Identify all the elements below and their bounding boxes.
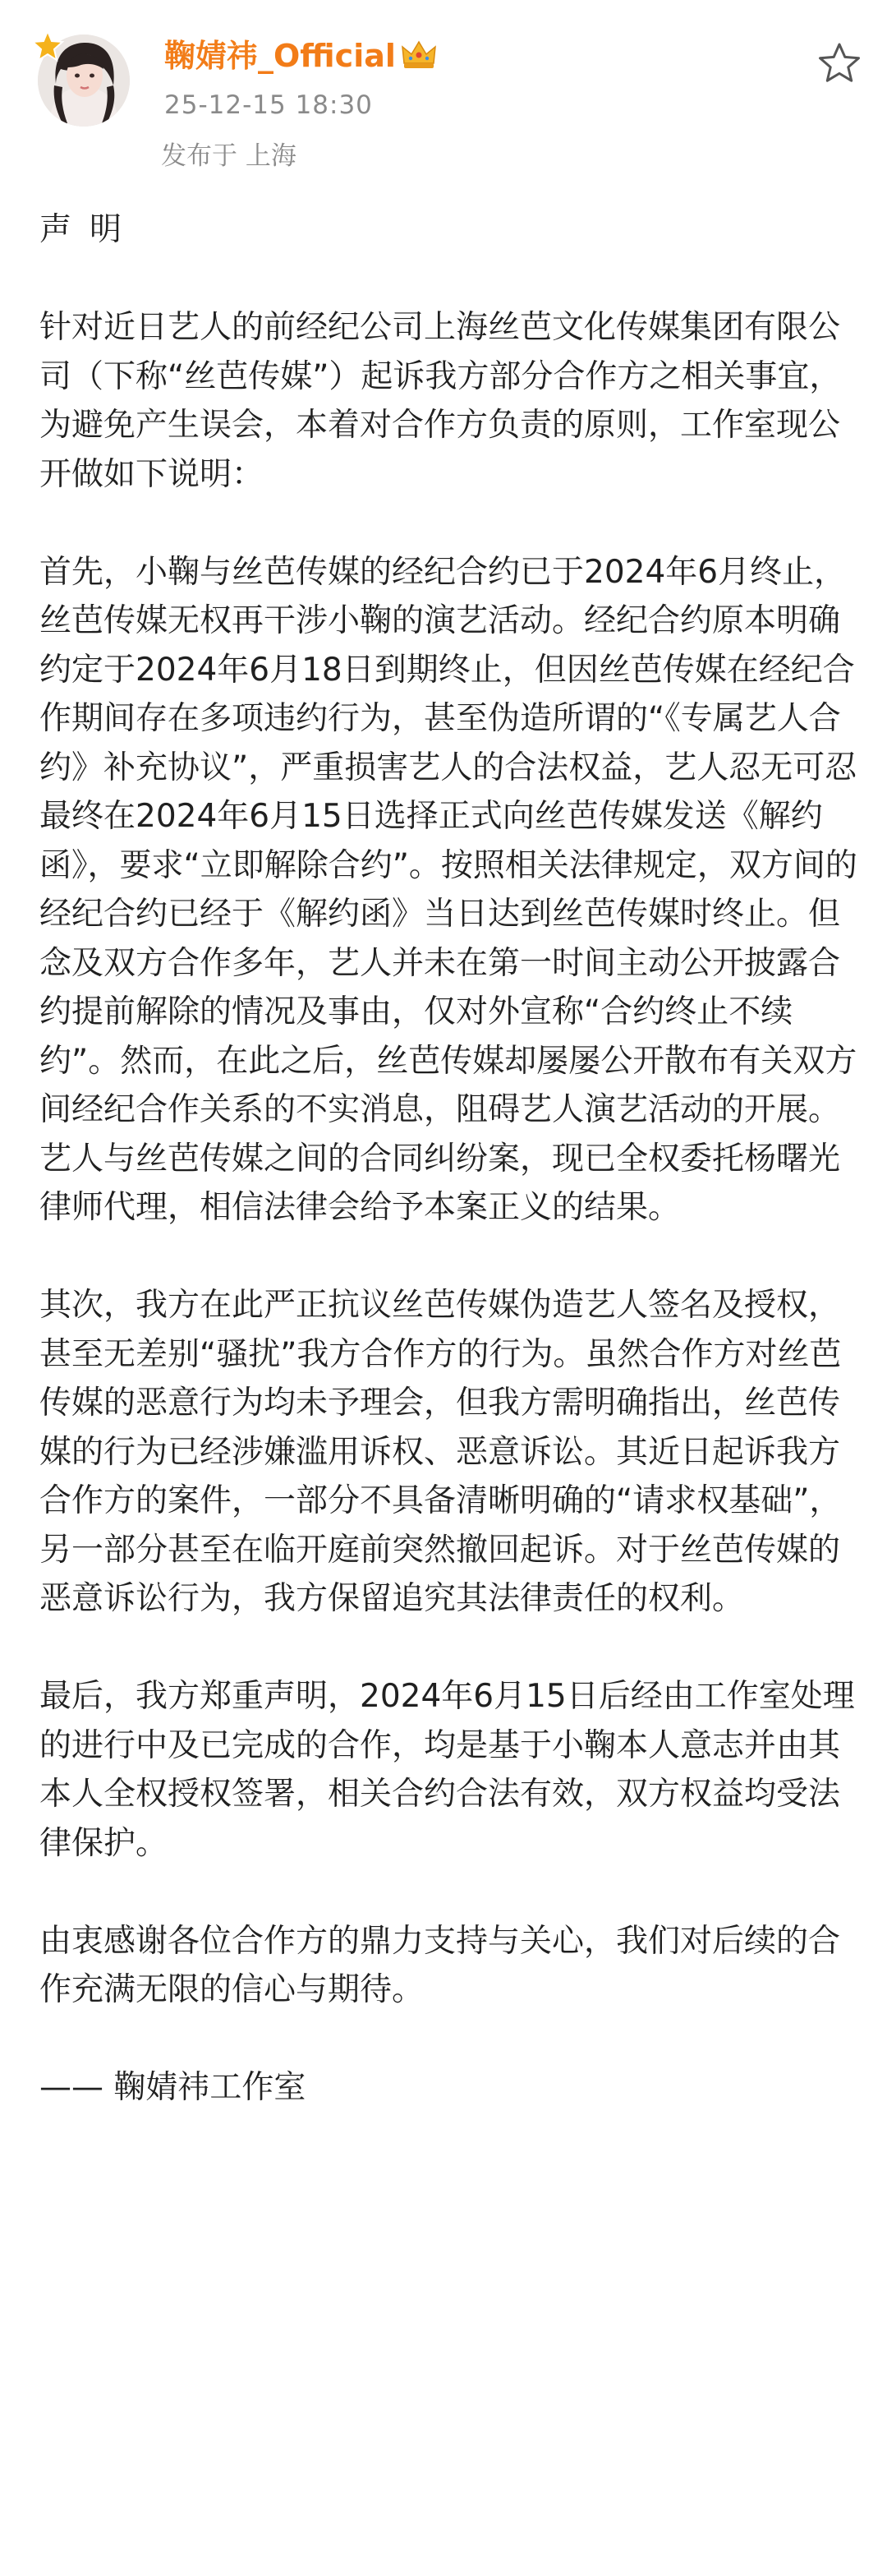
post-location: 发布于 上海 <box>161 141 296 171</box>
avatar-wrap[interactable] <box>38 35 130 127</box>
post-timestamp: 25-12-15 18:30 <box>164 90 373 120</box>
verified-badge-icon <box>31 30 64 62</box>
star-icon <box>815 76 864 92</box>
statement-paragraph-thanks: 由衷感谢各位合作方的鼎力支持与关心，我们对后续的合作充满无限的信心与期待。 <box>39 1922 841 2008</box>
crown-icon <box>399 38 439 71</box>
user-name-row[interactable] <box>164 33 439 79</box>
post-content <box>39 205 861 2113</box>
post-header <box>0 0 887 189</box>
statement-signature: —— 鞠婧祎工作室 <box>39 2069 306 2106</box>
user-name[interactable]: 鞠婧祎_Official <box>164 38 396 74</box>
statement-paragraph-intro: 针对近日艺人的前经纪公司上海丝芭文化传媒集团有限公司（下称“丝芭传媒”）起诉我方部分合作方之相关事宜，为避免产生误会，本着对合作方负责的原则，工作室现公开做如下说明： <box>39 309 842 493</box>
statement-title: 声明 <box>39 211 140 248</box>
favorite-button[interactable] <box>815 39 864 89</box>
statement-paragraph-second: 其次，我方在此严正抗议丝芭传媒伪造艺人签名及授权，甚至无差别“骚扰”我方合作方的行为。虽然合作方对丝芭传媒的恶意行为均未予理会，但我方需明确指出，丝芭传媒的行为已经涉嫌滥用诉权、恶意诉讼。其近日起诉我方合作方的案件，一部分不具备清晰明确的“请求权基础”，另一部分甚至在临开庭前突然撤回起诉。对于丝芭传媒的恶意诉讼行为，我方保留追究其法律责任的权利。 <box>39 1287 842 1617</box>
statement-paragraph-first: 首先，小鞠与丝芭传媒的经纪合约已于2024年6月终止，丝芭传媒无权再干涉小鞠的演艺活动。经纪合约原本明确约定于2024年6月18日到期终止，但因丝芭传媒在经纪合作期间存在多项违约行为，甚至伪造所谓的“《专属艺人合约》补充协议”，严重损害艺人的合法权益，艺人忍无可忍最终在2024年6月15日选择正式向丝芭传媒发送《解约函》，要求“立即解除合约”。按照相关法律规定，双方间的经纪合约已经于《解约函》当日达到丝芭传媒时终止。但念及双方合作多年，艺人并未在第一时间主动公开披露合约提前解除的情况及事由，仅对外宣称“合约终止不续约”。然而，在此之后，丝芭传媒却屡屡公开散布有关双方间经纪合作关系的不实消息，阻碍艺人演艺活动的开展。艺人与丝芭传媒之间的合同纠纷案，现已全权委托杨曙光律师代理，相信法律会给予本案正义的结果。 <box>39 553 857 1226</box>
statement-paragraph-last: 最后，我方郑重声明，2024年6月15日后经由工作室处理的进行中及已完成的合作，均是基于小鞠本人意志并由其本人全权授权签署，相关合约合法有效，双方权益均受法律保护。 <box>39 1678 855 1862</box>
